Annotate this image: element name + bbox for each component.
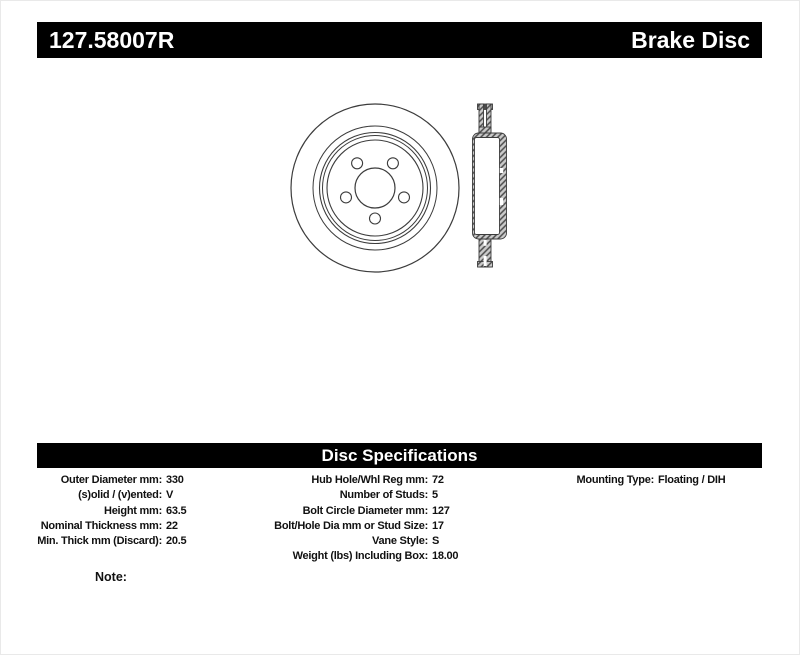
stud-hole — [370, 213, 381, 224]
hat-inner-ring — [323, 136, 428, 241]
spec-value: 330 — [166, 474, 184, 486]
section-top-left-plate — [479, 104, 484, 134]
note-label: Note: — [95, 570, 127, 584]
spec-value: 22 — [166, 519, 178, 532]
disc-outer-edge — [291, 104, 459, 272]
hat-face-ring — [327, 140, 423, 236]
section-bottom-vane-notch — [484, 256, 487, 266]
friction-surface-inner-edge — [313, 126, 437, 250]
section-bottom-stalk — [479, 239, 491, 267]
spec-title-bar — [37, 443, 762, 468]
spec-row — [544, 474, 725, 489]
spec-value: V — [166, 489, 174, 502]
spec-row — [18, 535, 186, 550]
spec-label: Number of Studs: — [339, 489, 428, 502]
section-bottom-right-cap — [486, 262, 493, 268]
section-top-bridge — [479, 127, 491, 134]
spec-label: Height mm: — [104, 504, 162, 517]
spec-value: 17 — [432, 519, 444, 532]
spec-value: 5 — [432, 489, 438, 502]
spec-value: 20.5 — [166, 535, 187, 548]
spec-label: Min. Thick mm (Discard): — [37, 535, 162, 548]
stud-hole — [399, 192, 410, 203]
section-hat-body — [473, 133, 507, 239]
spec-value: 127 — [432, 504, 450, 517]
spec-value: 72 — [432, 474, 444, 486]
section-bottom-gap — [484, 240, 487, 246]
section-wall-notch — [500, 168, 503, 173]
spec-label: Weight (lbs) Including Box: — [292, 550, 428, 563]
spec-value: 18.00 — [432, 550, 459, 563]
disc-side-section-view — [473, 104, 507, 267]
spec-label: Mounting Type: — [576, 474, 654, 486]
spec-label: Nominal Thickness mm: — [40, 519, 162, 532]
stud-hole — [387, 158, 398, 169]
spec-row — [268, 550, 458, 565]
header-bar — [37, 22, 762, 58]
spec-row — [18, 474, 186, 489]
spec-title: Disc Specifications — [321, 445, 478, 465]
product-title: Brake Disc — [631, 26, 750, 53]
hat-outer-ring — [320, 133, 431, 244]
spec-value: S — [432, 535, 440, 548]
spec-label: Hub Hole/Whl Reg mm: — [311, 474, 428, 486]
spec-row — [268, 520, 458, 535]
spec-row — [18, 505, 186, 520]
section-hat-interior — [475, 138, 500, 235]
disc-front-view — [291, 104, 459, 272]
spec-row — [268, 489, 458, 504]
spec-label: (s)olid / (v)ented: — [78, 489, 162, 502]
spec-row — [18, 520, 186, 535]
section-top-right-plate — [487, 104, 492, 134]
spec-row — [268, 505, 458, 520]
section-wall-notch — [500, 198, 503, 205]
section-top-left-cap — [478, 104, 485, 110]
stud-hole — [352, 158, 363, 169]
spec-value: 63.5 — [166, 504, 187, 517]
part-number: 127.58007R — [49, 26, 175, 53]
spec-label: Vane Style: — [372, 535, 428, 548]
spec-value: Floating / DIH — [658, 474, 726, 486]
section-top-right-cap — [486, 104, 493, 110]
section-bottom-left-cap — [478, 262, 485, 268]
spec-column-right — [544, 474, 725, 489]
spec-column-middle — [268, 474, 458, 566]
spec-label: Outer Diameter mm: — [60, 474, 162, 486]
spec-label: Bolt/Hole Dia mm or Stud Size: — [274, 519, 428, 532]
spec-column-left — [18, 474, 186, 550]
hub-center-hole — [355, 168, 395, 208]
spec-row — [268, 535, 458, 550]
spec-row — [18, 489, 186, 504]
stud-hole — [341, 192, 352, 203]
spec-label: Bolt Circle Diameter mm: — [302, 504, 428, 517]
spec-row — [268, 474, 458, 489]
